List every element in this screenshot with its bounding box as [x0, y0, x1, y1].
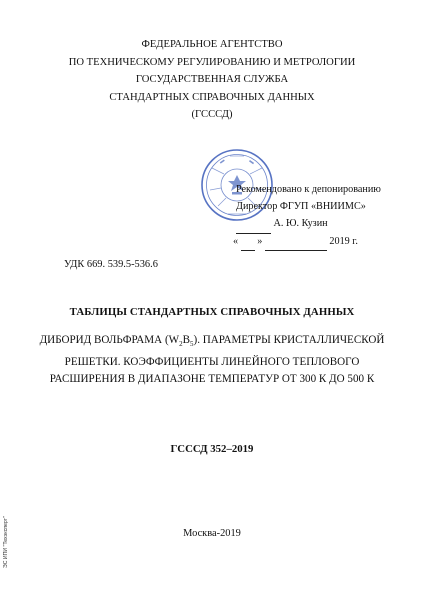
approval-recommended: Рекомендовано к депонированию [236, 184, 381, 195]
date-close-quote: » [257, 235, 263, 247]
signature-blank [236, 215, 271, 233]
agency-line: СТАНДАРТНЫХ СПРАВОЧНЫХ ДАННЫХ [109, 91, 315, 103]
subtitle-line-1 [0, 332, 424, 354]
side-watermark-note: ЭС ИПИ "Техэксперт" [3, 516, 9, 568]
subtitle-line-1-mid: B [182, 334, 191, 346]
document-subtitle [0, 332, 424, 389]
city-year: Москва-2019 [183, 528, 241, 539]
subscript-5: 5 [190, 340, 194, 349]
date-year: 2019 г. [329, 235, 358, 247]
subtitle-line-2: РЕШЕТКИ. КОЭФФИЦИЕНТЫ ЛИНЕЙНОГО ТЕПЛОВОГО [64, 355, 360, 368]
agency-line: (ГСССД) [191, 109, 233, 120]
subscript-2: 2 [179, 340, 183, 349]
document-code: ГСССД 352–2019 [170, 443, 254, 455]
tables-title: ТАБЛИЦЫ СТАНДАРТНЫХ СПРАВОЧНЫХ ДАННЫХ [69, 306, 355, 318]
date-open-quote: « [233, 235, 239, 247]
approval-block [233, 181, 381, 250]
subtitle-line-1-pre: ДИБОРИД ВОЛЬФРАМА (W [39, 334, 180, 346]
subtitle-line-1-post: ). ПАРАМЕТРЫ КРИСТАЛЛИЧЕСКОЙ [193, 334, 385, 346]
udk-code: УДК 669. 539.5-536.6 [64, 259, 158, 270]
agency-line: ГОСУДАРСТВЕННАЯ СЛУЖБА [135, 74, 289, 85]
agency-line: ФЕДЕРАЛЬНОЕ АГЕНТСТВО [141, 39, 283, 50]
agency-line: ПО ТЕХНИЧЕСКОМУ РЕГУЛИРОВАНИЮ И МЕТРОЛОГИИ [68, 56, 356, 68]
subtitle-line-3: РАСШИРЕНИЯ В ДИАПАЗОНЕ ТЕМПЕРАТУР ОТ 300 К ДО 500 К [49, 373, 375, 386]
approval-date-line [233, 233, 381, 250]
approval-signature-line [236, 215, 381, 232]
signer-name: А. Ю. Кузин [273, 218, 328, 230]
approval-director: Директор ФГУП «ВНИИМС» [236, 201, 366, 213]
date-day-blank [241, 233, 255, 251]
date-month-blank [265, 233, 327, 251]
agency-header [0, 36, 424, 124]
